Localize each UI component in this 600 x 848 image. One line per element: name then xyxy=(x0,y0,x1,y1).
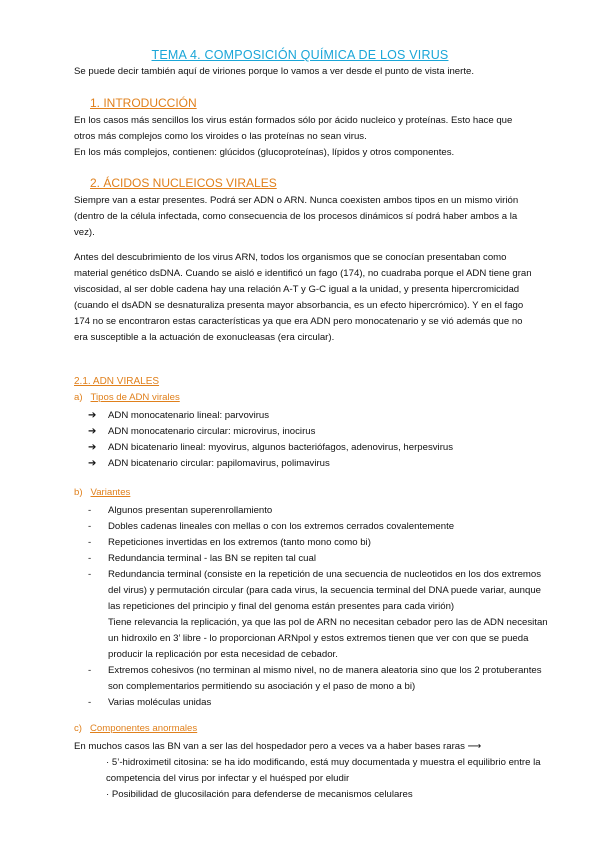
subheading-componentes-text: Componentes anormales xyxy=(90,723,198,734)
list-item: - Repeticiones invertidas en los extremos (tanto mono como bi) xyxy=(74,535,544,551)
variantes-note: Tiene relevancia la replicación, ya que las pol de ARN no necesitan cebador pero las de ADN necesitan un hidroxilo en 3’ libre - lo proporcionan ARNpol y estos extremos tienen que ver con que se pueda producir la replicación por esta necesidad de cebador. xyxy=(108,617,548,660)
list-item: - Dobles cadenas lineales con mellas o con los extremos cerrados covalentemente xyxy=(74,519,544,535)
introduccion-paragraph-2: En los más complejos, contienen: glúcidos (glucoproteínas), lípidos y otros componentes. xyxy=(74,147,455,158)
componentes-line-2: · Posibilidad de glucosilación para defenderse de mecanismos celulares xyxy=(106,789,413,800)
introduccion-paragraph: En los casos más sencillos los virus están formados sólo por ácido nucleico y proteínas. Esto hace que otros más complejos como los viroides o las proteínas no sean virus. xyxy=(74,115,513,142)
arrow-bullet-icon: ➔ xyxy=(88,426,97,437)
dash-bullet-icon: - xyxy=(88,521,92,532)
tipos-list xyxy=(74,408,544,472)
list-item: - Algunos presentan superenrollamiento xyxy=(74,503,544,519)
list-item: - Varias moléculas unidas xyxy=(74,695,544,711)
intro-line: Se puede decir también aquí de viriones porque lo vamos a ver desde el punto de vista inerte. xyxy=(74,66,474,77)
subheading-componentes-label: c) xyxy=(74,723,82,734)
arrow-bullet-icon: ➔ xyxy=(88,458,97,469)
subheading-variantes-text: Variantes xyxy=(90,487,131,498)
componentes-line-1: · 5’-hidroximetil citosina: se ha ido modificando, está muy documentada y muestra el equilibrio entre la competencia del virus por infectar y el huésped por eludir xyxy=(106,757,541,784)
heading-adn-virales: 2.1. ADN VIRALES xyxy=(74,376,160,387)
subheading-variantes xyxy=(74,487,130,498)
arrow-bullet-icon: ➔ xyxy=(88,410,97,421)
variantes-list-bottom xyxy=(74,663,544,711)
arrow-bullet-icon: ➔ xyxy=(88,442,97,453)
list-item: - Redundancia terminal (consiste en la repetición de una secuencia de nucleotidos en los dos extremos del virus) y permutación circular (para cada virus, la secuencia terminal del DNA puede variar, aunque las repeticiones del principio y final del genoma están presentes para cada virión) xyxy=(88,569,542,612)
list-item: ➔ ADN bicatenario lineal: myovirus, algunos bacteriófagos, adenovirus, herpesvirus xyxy=(74,440,544,456)
list-item: ➔ ADN monocatenario lineal: parvovirus xyxy=(74,408,544,424)
variantes-list-top xyxy=(74,503,544,615)
list-item: - Redundancia terminal - las BN se repiten tal cual xyxy=(74,551,544,567)
subheading-tipos xyxy=(74,392,180,403)
dash-bullet-icon: - xyxy=(88,665,92,676)
subheading-tipos-text: Tipos de ADN virales xyxy=(90,392,180,403)
acidos-paragraph-2: Antes del descubrimiento de los virus ARN, todos los organismos que se conocían presentaban como material genético dsDNA. Cuando se aisló e identificó un fago (174), no cuadraba porque el ADN tiene gran viscosidad, al ser doble cadena hay una relación A-T y G-C igual a la unidad, y presenta hipercromicidad (cuando el dsADN se desnaturaliza presenta mayor absorbancia, es un efecto hipercrómico). Y en el fago 174 no se encontraron estas características ya que era ADN pero monocatenario y se vió además que no era susceptible a la actuación de exonucleasas (era circular). xyxy=(74,252,532,343)
heading-acidos-nucleicos: 2. ÁCIDOS NUCLEICOS VIRALES xyxy=(90,176,277,190)
list-item: ➔ ADN bicatenario circular: papilomavirus, polimavirus xyxy=(74,456,544,472)
subheading-variantes-label: b) xyxy=(74,487,83,498)
dash-bullet-icon: - xyxy=(88,505,92,516)
dash-bullet-icon: - xyxy=(88,569,92,580)
acidos-paragraph-1: Siempre van a estar presentes. Podrá ser ADN o ARN. Nunca coexisten ambos tipos en un mismo virión (dentro de la célula infectada, como consecuencia de los procesos dinámicos sí podrá haber ambos a la vez). xyxy=(74,195,519,238)
dash-bullet-icon: - xyxy=(88,697,92,708)
list-item: ➔ ADN monocatenario circular: microvirus, inocirus xyxy=(74,424,544,440)
componentes-paragraph: En muchos casos las BN van a ser las del hospedador pero a veces va a haber bases raras ⟶ xyxy=(74,741,482,752)
dash-bullet-icon: - xyxy=(88,553,92,564)
heading-introduccion: 1. INTRODUCCIÓN xyxy=(90,96,197,110)
subheading-componentes xyxy=(74,723,197,734)
subheading-tipos-label: a) xyxy=(74,392,83,403)
list-item: - Extremos cohesivos (no terminan al mismo nivel, no de manera aleatoria sino que los 2 protuberantes son complementarios permitiendo su asociación y el paso de mono a bi) xyxy=(88,665,542,692)
page-title: TEMA 4. COMPOSICIÓN QUÍMICA DE LOS VIRUS xyxy=(151,48,449,62)
dash-bullet-icon: - xyxy=(88,537,92,548)
